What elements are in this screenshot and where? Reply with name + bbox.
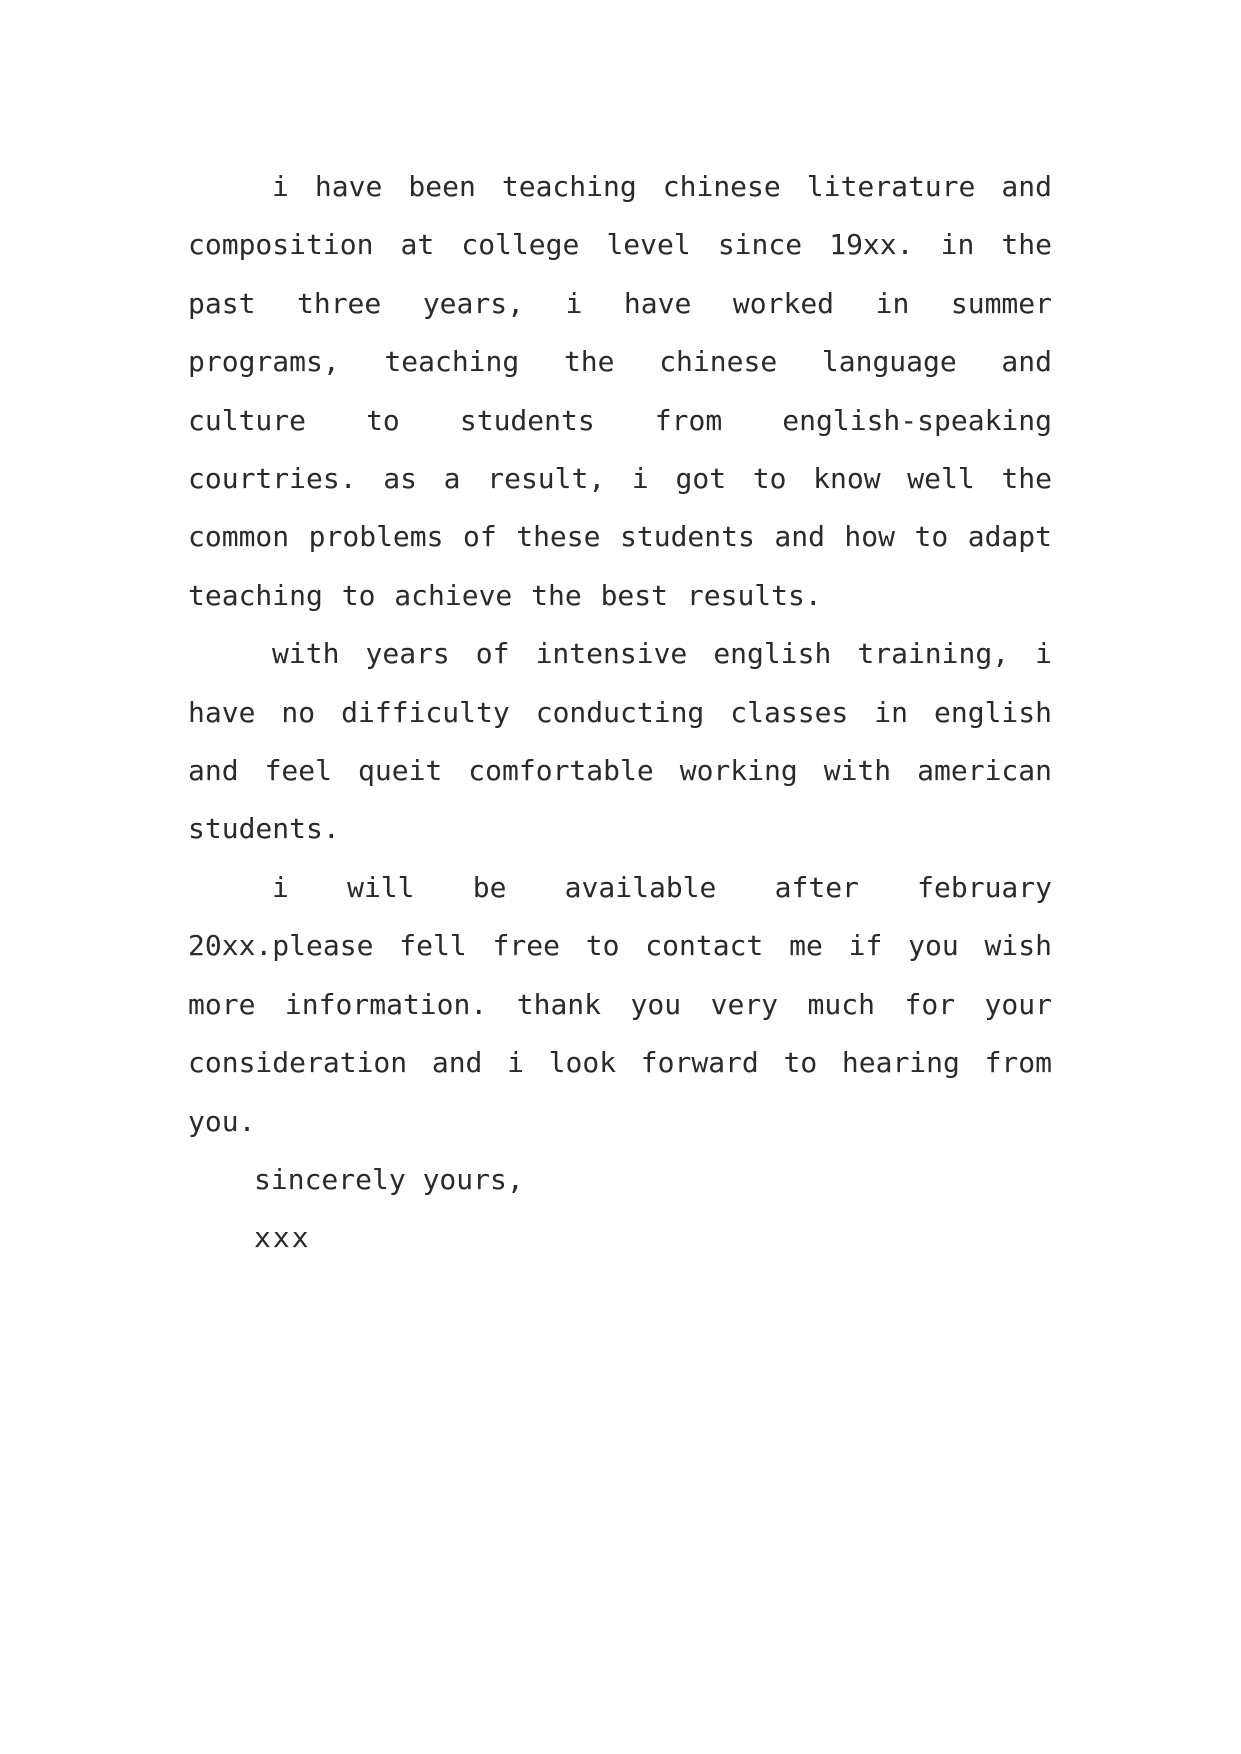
- paragraph-availability: i will be available after february 20xx.please fell free to contact me if you wish more information. thank you very much for your consideration and i look forward to hearing from you.: [188, 870, 1052, 1138]
- signature: xxx: [254, 1221, 311, 1255]
- closing-line: sincerely yours,: [254, 1162, 524, 1196]
- paragraph-teaching-experience: i have been teaching chinese literature and composition at college level since 19xx. in the past three years, i have worked in summer programs, teaching the chinese language and culture to students from english-speaking courtries. as a result, i got to know well the common problems of these students and how to adapt teaching to achieve the best results.: [188, 170, 1052, 612]
- letter-body: [188, 158, 1052, 1268]
- paragraph-english-training: with years of intensive english training, i have no difficulty conducting classes in english and feel queit comfortable working with american students.: [188, 637, 1052, 846]
